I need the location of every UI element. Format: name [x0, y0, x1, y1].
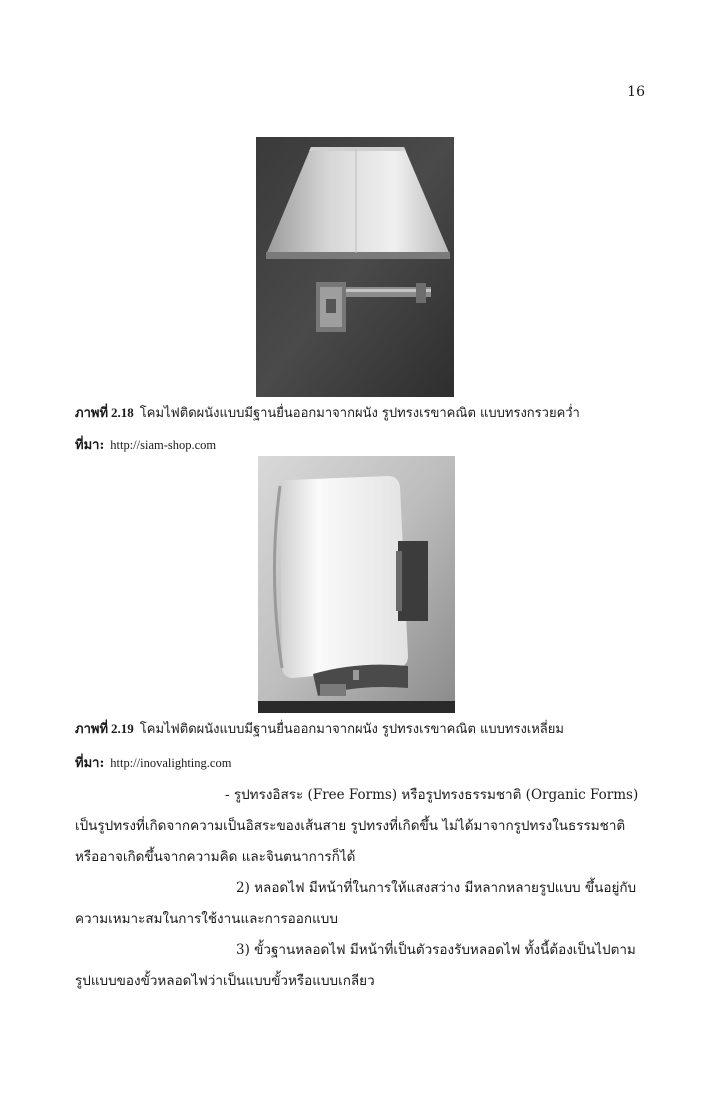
paragraph-line: หรืออาจเกิดขึ้นจากความคิด และจินตนาการก็ได้	[75, 849, 356, 865]
paragraph-line: ความเหมาะสมในการใช้งานและการออกแบบ	[75, 911, 338, 927]
source-url: http://siam-shop.com	[110, 438, 217, 452]
source-label: ที่มา:	[75, 438, 105, 453]
paragraph-line: 3) ขั้วฐานหลอดไฟ มีหน้าที่เป็นตัวรองรับหลอดไฟ ทั้งนี้ต้องเป็นไปตาม	[236, 942, 636, 958]
figure-caption	[75, 718, 675, 739]
figure-source	[75, 752, 231, 773]
paragraph-line: เป็นรูปทรงที่เกิดจากความเป็นอิสระของเส้นสาย รูปทรงที่เกิดขึ้น ไม่ได้มาจากรูปทรงในธรรมชาติ	[75, 818, 626, 834]
figure-caption-text: โคมไฟติดผนังแบบมีฐานยื่นออกมาจากผนัง รูปทรงเรขาคณิต แบบทรงกรวยคว่ำ	[139, 406, 580, 421]
paragraph-line: 2) หลอดไฟ มีหน้าที่ในการให้แสงสว่าง มีหลากหลายรูปแบบ ขึ้นอยู่กับ	[236, 880, 637, 896]
paragraph-line: รูปแบบของขั้วหลอดไฟว่าเป็นแบบขั้วหรือแบบเกลียว	[75, 973, 375, 989]
figure-label: ภาพที่	[75, 722, 109, 737]
source-url: http://inovalighting.com	[110, 756, 232, 770]
page-number: 16	[627, 84, 645, 100]
figure-label: ภาพที่	[75, 406, 109, 421]
paragraph-line: - รูปทรงอิสระ (Free Forms) หรือรูปทรงธรรมชาติ (Organic Forms)	[225, 787, 639, 803]
figure-caption-text: โคมไฟติดผนังแบบมีฐานยื่นออกมาจากผนัง รูปทรงเรขาคณิต แบบทรงเหลี่ยม	[139, 722, 564, 737]
figure-caption	[75, 402, 675, 423]
figure-number: 2.19	[111, 721, 134, 736]
source-label: ที่มา:	[75, 756, 105, 771]
wall-lamp-cone-shade-photo	[256, 137, 454, 397]
wall-lamp-box-shade-photo	[258, 456, 455, 713]
figure-source	[75, 434, 216, 455]
figure-number: 2.18	[111, 405, 134, 420]
